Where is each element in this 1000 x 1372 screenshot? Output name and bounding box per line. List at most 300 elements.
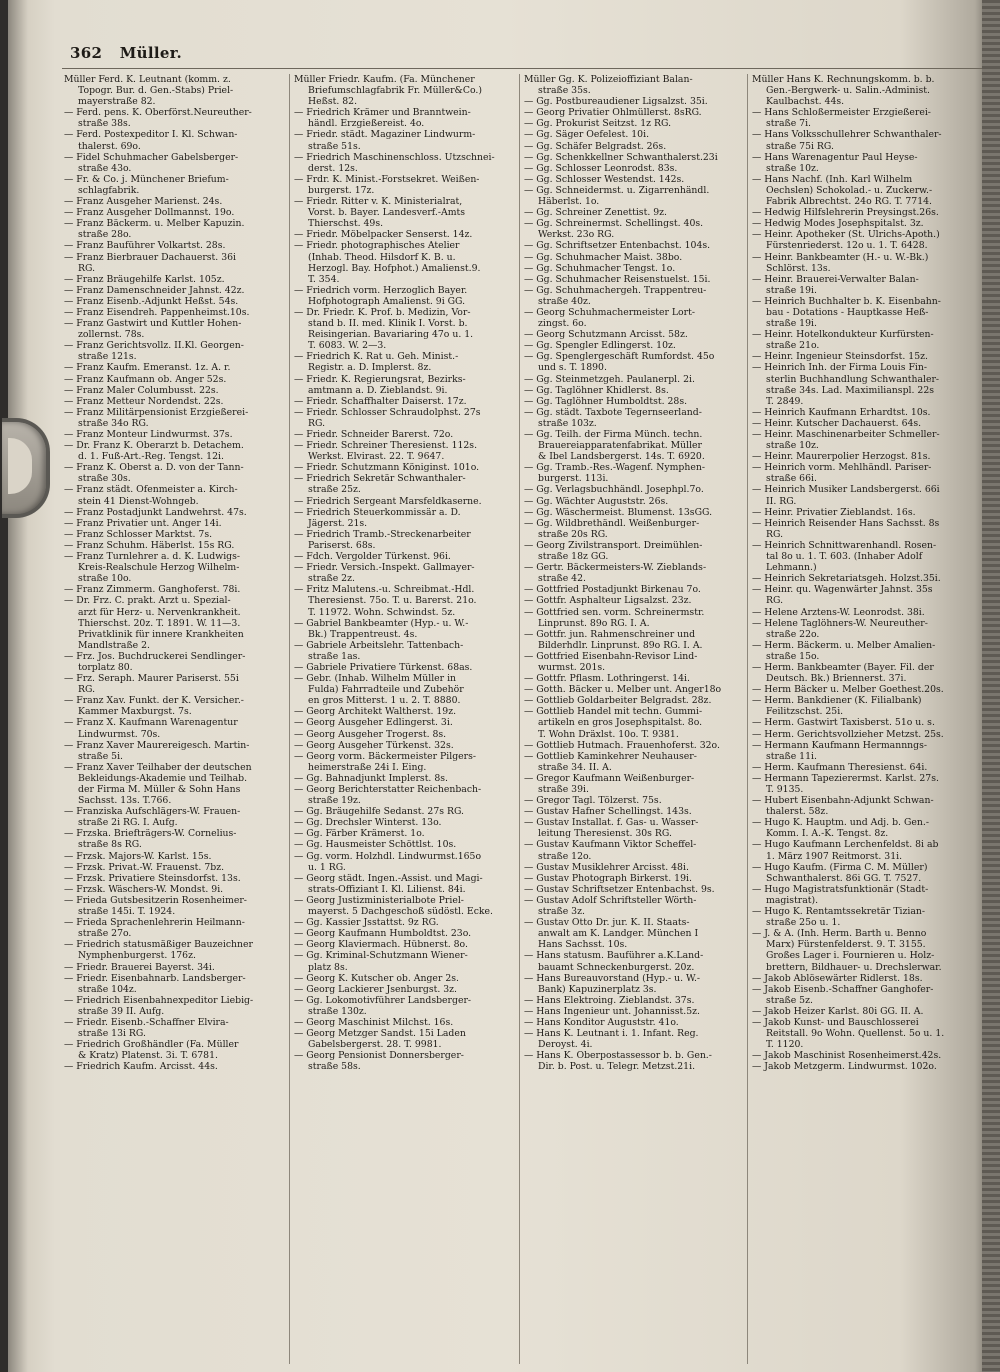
directory-line: — Hans Nachf. (Inh. Karl Wilhelm (752, 173, 913, 185)
directory-line: — Friedr. K. Regierungsrat, Bezirks- (294, 373, 466, 385)
directory-line: — Hedwig Modes Josephspitalst. 3z. (752, 218, 924, 230)
directory-line: — Georg Klaviermach. Hübnerst. 8o. (294, 939, 468, 951)
directory-line: Brauereiapparatenfabrikat. Müller (538, 440, 703, 452)
directory-line: — Georg Metzger Sandst. 15i Laden (294, 1028, 466, 1040)
directory-line: — Jakob Eisenb.-Schaffner Ganghofer- (752, 983, 934, 995)
directory-line: — Gg. Schlosser Westendst. 142s. (524, 173, 685, 185)
directory-line: — Franz K. Oberst a. D. von der Tann- (64, 462, 244, 474)
directory-line: — Georg Ausgeher Türkenst. 32s. (294, 739, 454, 751)
directory-line: wurmst. 201s. (538, 661, 606, 673)
directory-line: Heßst. 82. (308, 96, 358, 108)
directory-line: Schwanthalerst. 86i GG. T. 7527. (766, 872, 922, 884)
directory-line: — Gg. Prokurist Seitzst. 1z RG. (524, 118, 672, 130)
directory-line: straße 51s. (308, 140, 361, 152)
directory-line: — Frzska. Briefträgers-W. Cornelius- (64, 828, 237, 840)
directory-line: — Gg. Schriftsetzer Entenbachst. 104s. (524, 240, 711, 252)
directory-line: Privatklinik für innere Krankheiten (78, 628, 244, 640)
directory-line: — Georg Berichterstatter Reichenbach- (294, 784, 482, 795)
directory-line: T. Wohn Dräxlst. 10o. T. 9381. (538, 728, 679, 740)
directory-line: — Franz Gerichtsvollz. II.Kl. Georgen- (64, 340, 244, 352)
directory-line: Mandlstraße 2. (78, 639, 151, 651)
directory-line: — Herm. Bäckerm. u. Melber Amalien- (752, 639, 936, 651)
directory-line: — Herm. Bankdiener (K. Filialbank) (752, 695, 922, 707)
directory-line: straße 42. (538, 573, 586, 585)
directory-line: straße 1as. (308, 650, 361, 662)
directory-line: schlagfabrik. (78, 184, 140, 196)
directory-line: straße 10o. (78, 573, 132, 585)
directory-line: — Franz städt. Ofenmeister a. Kirch- (64, 484, 238, 496)
directory-line: straße 7i. (766, 118, 812, 130)
directory-line: T. 354. (308, 273, 340, 285)
directory-line: thalerst. 58z. (766, 806, 829, 818)
directory-line: — Gottfr. jun. Rahmenschreiner und (524, 628, 696, 640)
directory-line: — Franz Privatier unt. Anger 14i. (64, 517, 222, 529)
directory-line: — Gg. Schuhmachergeh. Trappentreu- (524, 284, 707, 296)
directory-line: Müller Friedr. Kaufm. (Fa. Münchener (294, 74, 475, 85)
directory-line: Dir. b. Post. u. Telegr. Metzst.21i. (538, 1061, 696, 1073)
directory-line: — Gg. vorm. Holzhdl. Lindwurmst.165o (294, 850, 482, 862)
directory-line: — Frdr. K. Minist.-Forstsekret. Weißen- (294, 173, 480, 185)
directory-line: straße 8s RG. (78, 839, 142, 851)
directory-line: Bekleidungs-Akademie und Teilhab. (78, 772, 248, 784)
directory-line: — Hugo Kaufm. (Firma C. M. Müller) (752, 861, 928, 873)
directory-line: — Georg Pensionist Donnersberger- (294, 1050, 464, 1062)
directory-line: straße 12o. (538, 850, 592, 862)
directory-line: — Hermann Kaufmann Hermannngs- (752, 739, 928, 751)
directory-line: — Jakob Heizer Karlst. 80i GG. II. A. (752, 1005, 924, 1017)
header-rule (62, 68, 982, 69)
directory-line: — Hans Volksschullehrer Schwanthaler- (752, 129, 942, 141)
directory-line: — Franz Ausgeher Marienst. 24s. (64, 196, 223, 208)
directory-line: — Heinrich Schnittwarenhandl. Rosen- (752, 539, 937, 551)
directory-line: en gros Mitterst. 1 u. 2. T. 8880. (308, 695, 461, 707)
directory-line: — Gg. Wächter Auguststr. 26s. (524, 495, 669, 507)
directory-line: Linprunst. 89o RG. I. A. (538, 617, 650, 629)
directory-line: bau - Dotations - Hauptkasse Heß- (766, 306, 929, 318)
directory-line: straße 58s. (308, 1061, 361, 1073)
directory-line: — Gabriele Privatiere Türkenst. 68as. (294, 661, 473, 673)
page-header (70, 44, 182, 62)
directory-line: (Inhab. Theod. Hilsdorf K. B. u. (308, 251, 456, 263)
directory-line: — Friedr. Schaffhalter Daiserst. 17z. (294, 395, 467, 407)
binder-clip (2, 418, 50, 518)
directory-line: — Franz X. Kaufmann Warenagentur (64, 717, 238, 729)
directory-line: Hans Sachsst. 10s. (538, 939, 628, 951)
directory-line: — Franz Ausgeher Dollmannst. 19o. (64, 207, 235, 219)
directory-line: — Georg städt. Ingen.-Assist. und Magi- (294, 872, 483, 884)
directory-line: T. 1120. (766, 1039, 804, 1051)
directory-line: straße 28o. (78, 229, 132, 241)
directory-line: — Jakob Maschinist Rosenheimerst.42s. (752, 1050, 942, 1062)
column-2 (294, 74, 514, 1364)
directory-line: — Gg. Bräugehilfe Sedanst. 27s RG. (294, 806, 465, 818)
directory-line: straße 13i RG. (78, 1028, 146, 1040)
directory-line: mayerstraße 82. (78, 96, 156, 108)
directory-line: — Hugo Kaufmann Lerchenfeldst. 8i ab (752, 839, 939, 851)
directory-line: sterlin Buchhandlung Schwanthaler- (766, 373, 940, 385)
directory-line: — Hedwig Hilfslehrerin Preysingst.26s. (752, 207, 939, 219)
directory-line: — Friedr. Schneider Barerst. 72o. (294, 429, 454, 440)
directory-line: — Heinr. Maurerpolier Herzogst. 81s. (752, 451, 931, 463)
directory-line: Komm. I. A.-K. Tengst. 8z. (766, 828, 889, 840)
directory-line: — Friedrich Steuerkommissär a. D. (294, 506, 461, 518)
directory-line: — Franz Metteur Nordendst. 22s. (64, 395, 224, 407)
directory-line: — Ferd. pens. K. Oberförst.Neureuther- (64, 107, 252, 119)
directory-line: Häberlst. 1o. (538, 196, 600, 208)
directory-line: arzt für Herz- u. Nervenkrankheit. (78, 606, 241, 618)
directory-line: — Ferd. Postexpeditor I. Kl. Schwan- (64, 129, 238, 141)
directory-line: — Hugo K. Rentamtssekretär Tizian- (752, 906, 926, 918)
directory-line: — Friedrich K. Rat u. Geh. Minist.- (294, 351, 459, 363)
directory-line: — Herm. Gastwirt Taxisberst. 51o u. s. (752, 717, 935, 729)
directory-line: — Friedrich Sergeant Marsfeldkaserne. (294, 495, 482, 507)
directory-line: — Friedr. Eisenbahnarb. Landsberger- (64, 972, 246, 984)
directory-line: straße 25z. (308, 484, 361, 496)
directory-line: Herzogl. Bay. Hofphot.) Amalienst.9. (308, 262, 481, 274)
directory-line: straße 21o. (766, 340, 820, 352)
directory-line: — Gg. Bahnadjunkt Implerst. 8s. (294, 772, 448, 784)
directory-line: — Gg. Säger Oefelest. 10i. (524, 129, 650, 141)
directory-line: — J. & A. (Inh. Herm. Barth u. Benno (752, 928, 927, 940)
directory-line: — Franziska Aufschlägers-W. Frauen- (64, 806, 241, 818)
directory-line: — Friedrich Krämer und Branntwein- (294, 107, 471, 119)
directory-line: straße 10z. (766, 162, 819, 174)
directory-line: Registr. a. D. Implerst. 8z. (308, 362, 432, 374)
directory-line: — Heinrich Sekretariatsgeh. Holzst.35i. (752, 573, 941, 585)
directory-line: Jägerst. 21s. (308, 517, 368, 529)
directory-line: straße 5z. (766, 994, 813, 1006)
directory-line: Nymphenburgerst. 176z. (78, 950, 196, 962)
directory-line: — Gustav Musiklehrer Arcisst. 48i. (524, 861, 689, 873)
directory-line: T. 11972. Wohn. Schwindst. 5z. (308, 606, 456, 618)
directory-line: — Georg vorm. Bäckermeister Pilgers- (294, 750, 477, 762)
directory-line: — Friedr. Brauerei Bayerst. 34i. (64, 961, 215, 973)
directory-line: straße 121s. (78, 351, 137, 363)
directory-line: zingst. 6o. (538, 318, 587, 330)
directory-line: — Hugo Magistratsfunktionär (Stadt- (752, 883, 929, 895)
directory-line: straße 10z. (766, 440, 819, 452)
directory-line: — Heinrich Musiker Landsbergerst. 66i (752, 484, 940, 496)
directory-line: Oechslen) Schokolad.- u. Zuckerw.- (766, 184, 933, 196)
directory-line: — Hermann Tapezierermst. Karlst. 27s. (752, 772, 939, 784)
directory-line: — Gg. Schuhmacher Tengst. 1o. (524, 262, 676, 274)
directory-line: RG. (78, 262, 96, 274)
directory-line: — Franz Monteur Lindwurmst. 37s. (64, 429, 233, 440)
directory-line: — Heinr. Hotelkondukteur Kurfürsten- (752, 329, 934, 341)
directory-line: Müller Hans K. Rechnungskomm. b. b. (752, 74, 935, 85)
directory-line: straße 19i. (766, 318, 817, 330)
directory-line: RG. (308, 417, 326, 429)
directory-line: Fulda) Fahrradteile und Zubehör (308, 684, 464, 696)
directory-line: straße 22o. (766, 628, 820, 640)
directory-line: — Franz Eisenb.-Adjunkt Heßst. 54s. (64, 295, 239, 307)
directory-line: T. 2849. (766, 395, 804, 407)
directory-line: Werkst. 23o RG. (538, 229, 615, 241)
directory-line: Müller Ferd. K. Leutnant (komm. z. (64, 74, 231, 85)
directory-line: — Frzsk. Majors-W. Karlst. 15s. (64, 850, 212, 862)
directory-line: — Gg. Schenkkellner Schwanthalerst.23i (524, 151, 718, 163)
directory-line: — Heinrich vorm. Mehlhändl. Pariser- (752, 462, 932, 474)
directory-line: Sachsst. 13s. T.766. (78, 795, 172, 807)
directory-line: — Jakob Kunst- und Bauschlosserei (752, 1016, 919, 1028)
directory-line: & Ibel Landsbergerst. 14s. T. 6920. (538, 451, 705, 463)
directory-line: 1. März 1907 Reitmorst. 31i. (766, 850, 903, 862)
directory-line: — Dr. Franz K. Oberarzt b. Detachem. (64, 440, 244, 452)
directory-line: — Franz Bäckerm. u. Melber Kapuzin. (64, 218, 245, 230)
directory-line: platz 8s. (308, 961, 348, 973)
directory-line: burgerst. 17z. (308, 184, 375, 196)
directory-line: — Fr. & Co. j. Münchener Briefum- (64, 173, 229, 185)
directory-line: — Gg. Verlagsbuchhändl. Josephpl.7o. (524, 484, 704, 496)
directory-line: — Gottlieb Hutmach. Frauenhoferst. 32o. (524, 739, 720, 751)
directory-line: Bk.) Trappentreust. 4s. (308, 628, 418, 640)
directory-line: — Georg K. Kutscher ob. Anger 2s. (294, 972, 459, 984)
directory-line: straße 43o. (78, 162, 132, 174)
directory-line: RG. (78, 684, 96, 696)
directory-line: — Friedrich Großhändler (Fa. Müller (64, 1039, 239, 1051)
directory-line: — Hans Konditor Auguststr. 41o. (524, 1016, 679, 1028)
directory-line: Lehmann.) (766, 562, 817, 574)
directory-line: — Gottfried sen. vorm. Schreinermstr. (524, 606, 705, 618)
directory-line: thalerst. 69o. (78, 140, 141, 152)
book-binding (0, 0, 8, 1372)
directory-line: magistrat). (766, 894, 819, 906)
directory-line: — Gg. Wildbrethändl. Weißenburger- (524, 517, 700, 529)
directory-line: Müller Gg. K. Polizeioffiziant Balan- (524, 74, 693, 85)
directory-line: — Gg. städt. Taxbote Tegernseerland- (524, 406, 702, 418)
directory-line: — Georg Lackierer Jsenburgst. 3z. (294, 983, 458, 995)
column-divider (747, 74, 748, 1364)
directory-line: d. 1. Fuß-Art.-Reg. Tengst. 12i. (78, 451, 224, 463)
directory-line: — Gustav Schriftsetzer Entenbachst. 9s. (524, 883, 715, 895)
directory-line: — Gabriele Arbeitslehr. Tattenbach- (294, 639, 464, 651)
directory-line: — Friedrich Sekretär Schwanthaler- (294, 473, 466, 485)
directory-line: RG. (766, 595, 784, 607)
directory-line: — Gotth. Bäcker u. Melber unt. Anger18o (524, 684, 722, 696)
directory-line: — Friedrich vorm. Herzoglich Bayer. (294, 284, 468, 296)
directory-line: und s. T. 1890. (538, 362, 607, 374)
directory-line: straße 20s RG. (538, 528, 608, 540)
directory-line: Gabelsbergerst. 28. T. 9981. (308, 1039, 442, 1051)
directory-line: — Gottfr. Pflasm. Lothringerst. 14i. (524, 673, 690, 685)
directory-line: — Georg Zivilstransport. Dreimühlen- (524, 539, 703, 551)
directory-line: — Gg. Postbureaudiener Ligsalzst. 35i. (524, 96, 708, 108)
directory-line: Schlörst. 13s. (766, 262, 831, 274)
directory-line: tal 8o u. 1. T. 603. (Inhaber Adolf (766, 551, 923, 563)
directory-line: Thierschst. 20z. T. 1891. W. 11—3. (78, 617, 241, 629)
directory-line: — Franz Xaver Maurereigesch. Martin- (64, 739, 250, 751)
directory-line: — Gg. Taglöhner Khidlerst. 8s. (524, 384, 669, 396)
directory-line: — Gg. Schäfer Belgradst. 26s. (524, 140, 667, 152)
directory-line: — Hans K. Leutnant i. 1. Infant. Reg. (524, 1028, 699, 1040)
directory-line: — Franz Bräugehilfe Karlst. 105z. (64, 273, 225, 285)
directory-line: Theresienst. 75o. T. u. Barerst. 21o. (308, 595, 477, 607)
directory-line: — Frzsk. Wäschers-W. Mondst. 9i. (64, 883, 224, 895)
directory-line: straße 15o. (766, 650, 820, 662)
directory-line: — Gg. Tramb.-Res.-Wagenf. Nymphen- (524, 462, 705, 474)
column-3 (524, 74, 744, 1364)
directory-line: straße 19z. (308, 795, 361, 807)
directory-line: — Friedr. Eisenb.-Schaffner Elvira- (64, 1016, 229, 1028)
directory-line: Gen.-Bergwerk- u. Salin.-Administ. (766, 85, 930, 97)
directory-line: — Heinr. Brauerei-Verwalter Balan- (752, 273, 919, 285)
directory-line: Thierschst. 49s. (308, 218, 384, 230)
directory-line: — Gg. Schreiner Zenettist. 9z. (524, 207, 667, 219)
directory-line: — Gg. Steinmetzgeh. Paulanerpl. 2i. (524, 373, 695, 385)
directory-line: — Franz Postadjunkt Landwehrst. 47s. (64, 506, 247, 518)
directory-line: — Herm Bäcker u. Melber Goethest.20s. (752, 684, 944, 696)
directory-line: — Gustav Hafner Schellingst. 143s. (524, 806, 692, 818)
directory-line: — Franz Militärpensionist Erzgießerei- (64, 406, 249, 418)
directory-line: — Hans Schloßermeister Erzgießerei- (752, 107, 931, 119)
directory-line: — Frzsk. Privatiere Steinsdorfst. 13s. (64, 872, 241, 884)
directory-line: — Friedr. städt. Magaziner Lindwurm- (294, 129, 476, 141)
directory-line: — Franz Damenschneider Jahnst. 42z. (64, 284, 245, 296)
directory-line: Kammer Maxburgst. 7s. (78, 706, 192, 718)
directory-line: — Frieda Gutsbesitzerin Rosenheimer- (64, 894, 247, 906)
column-1 (64, 74, 284, 1364)
directory-line: leitung Theresienst. 30s RG. (538, 828, 672, 840)
directory-line: anwalt am K. Landger. München I (538, 928, 699, 940)
directory-line: stand b. II. med. Klinik I. Vorst. b. (308, 318, 468, 330)
directory-line: — Friedr. Schreiner Theresienst. 112s. (294, 440, 478, 452)
directory-line: — Gottlieb Kaminkehrer Neuhauser- (524, 750, 697, 762)
directory-line: straße 66i. (766, 473, 817, 485)
directory-line: straße 27o. (78, 928, 132, 940)
directory-line: Lindwurmst. 70s. (78, 728, 161, 740)
directory-line: — Friedrich Maschinenschloss. Utzschnei- (294, 151, 495, 163)
directory-line: — Franz Schlosser Marktst. 7s. (64, 528, 213, 540)
column-divider (289, 74, 290, 1364)
directory-line: — Gg. Wäschermeist. Blumenst. 13sGG. (524, 506, 713, 518)
directory-line: — Gottfried Eisenbahn-Revisor Lind- (524, 650, 698, 662)
directory-line: — Gg. Schuhmacher Reisenstuelst. 15i. (524, 273, 711, 285)
directory-line: T. 6083. W. 2—3. (308, 340, 387, 352)
directory-line: straße 35s. (538, 85, 591, 97)
directory-line: — Gregor Kaufmann Weißenburger- (524, 772, 695, 784)
directory-line: Briefumschlagfabrik Fr. Müller&Co.) (308, 85, 482, 97)
directory-line: bauamt Schneckenburgerst. 20z. (538, 961, 695, 973)
directory-line: — Gg. Drechsler Winterst. 13o. (294, 817, 442, 829)
directory-line: strats-Offiziant I. Kl. Lilienst. 84i. (308, 883, 466, 895)
directory-line: T. 9135. (766, 784, 804, 795)
directory-line: — Frzsk. Privat.-W. Frauenst. 7bz. (64, 861, 225, 873)
directory-line: — Gg. Spenglergeschäft Rumfordst. 45o (524, 351, 715, 363)
directory-line: — Dr. Frz. C. prakt. Arzt u. Spezial- (64, 595, 231, 607)
directory-line: Deutsch. Bk.) Briennerst. 37i. (766, 673, 907, 685)
directory-line: — Georg Privatier Ohlmüllerst. 8sRG. (524, 107, 702, 119)
directory-line: — Heinrich Kaufmann Erhardtst. 10s. (752, 406, 931, 418)
directory-line: — Hans Bureauvorstand (Hyp.- u. W.- (524, 972, 701, 984)
directory-line: — Friedr. Ritter v. K. Ministerialrat, (294, 196, 463, 208)
directory-line: straße 39i. (538, 784, 589, 795)
directory-line: — Hubert Eisenbahn-Adjunkt Schwan- (752, 795, 934, 807)
directory-line: — Gustav Installat. f. Gas- u. Wasser- (524, 817, 699, 829)
directory-line: — Gg. Taglöhner Humboldtst. 28s. (524, 395, 688, 407)
directory-line: straße 38s. (78, 118, 131, 130)
directory-line: zollernst. 78s. (78, 329, 145, 341)
directory-line: straße 34. II. A. (538, 761, 612, 773)
directory-line: — Gottfried Postadjunkt Birkenau 7o. (524, 584, 701, 596)
directory-line: — Georg Architekt Waltherst. 19z. (294, 706, 457, 718)
directory-line: — Gg. Färber Krämerst. 1o. (294, 828, 425, 840)
directory-line: — Heinr. Ingenieur Steinsdorfst. 15z. (752, 351, 928, 363)
directory-line: II. RG. (766, 495, 797, 507)
directory-line: — Herm. Gerichtsvollzieher Metzst. 25s. (752, 728, 944, 740)
directory-line: Bilderhdlr. Linprunst. 89o RG. I. A. (538, 639, 703, 651)
directory-line: — Gg. Schlosser Leonrodst. 83s. (524, 162, 678, 174)
directory-line: Kaulbachst. 44s. (766, 96, 845, 108)
directory-line: — Franz Xav. Funkt. der K. Versicher.- (64, 695, 244, 707)
directory-line: — Gottlieb Goldarbeiter Belgradst. 28z. (524, 695, 712, 707)
directory-line: — Heinrich Reisender Hans Sachsst. 8s (752, 517, 940, 529)
directory-line: brettern, Bildhauer- u. Drechslerwar. (766, 961, 942, 973)
directory-line: straße 145i. T. 1924. (78, 906, 176, 918)
directory-line: — Georg Schuhmachermeister Lort- (524, 306, 695, 318)
directory-line: — Heinr. Kutscher Dachauerst. 64s. (752, 417, 922, 429)
directory-line: — Georg Ausgeher Edlingerst. 3i. (294, 717, 453, 729)
directory-line: & Kratz) Platenst. 3i. T. 6781. (78, 1050, 218, 1062)
directory-line: — Friedr. Schutzmann Königinst. 101o. (294, 462, 480, 474)
directory-line: — Gebr. (Inhab. Wilhelm Müller in (294, 673, 457, 685)
directory-line: der Firma M. Müller & Sohn Hans (78, 784, 241, 795)
directory-line: straße 2i RG. I. Aufg. (78, 817, 178, 829)
directory-line: — Friedr. Versich.-Inspekt. Gallmayer- (294, 562, 475, 574)
directory-line: Kreis-Realschule Herzog Wilhelm- (78, 562, 240, 574)
directory-line: — Friedr. Schlosser Schraudolphst. 27s (294, 406, 481, 418)
column-4 (752, 74, 984, 1364)
directory-line: — Heinr. Privatier Zieblandst. 16s. (752, 506, 916, 518)
directory-line: — Gg. Schneidermst. u. Zigarrenhändl. (524, 184, 710, 196)
directory-line: Vorst. b. Bayer. Landesverf.-Amts (308, 207, 466, 219)
directory-line: — Gustav Otto Dr. jur. K. II. Staats- (524, 917, 690, 929)
directory-line: — Heinr. Bankbeamter (H.- u. W.-Bk.) (752, 251, 929, 263)
directory-line: Fürstenriederst. 12o u. 1. T. 6428. (766, 240, 928, 252)
directory-line: — Hans Warenagentur Paul Heyse- (752, 151, 918, 163)
directory-line: — Gg. Lokomotivführer Landsberger- (294, 994, 472, 1006)
page-stack-edge (982, 0, 1000, 1372)
directory-line: — Heinr. Maschinenarbeiter Schmeller- (752, 429, 940, 440)
directory-line: händl. Erzgießereist. 4o. (308, 118, 425, 130)
directory-line: artikeln en gros Josephspitalst. 8o. (538, 717, 703, 729)
directory-line: Reitstall. 9o Wohn. Quellenst. 5o u. 1. (766, 1028, 945, 1040)
directory-line: — Jakob Metzgerm. Lindwurmst. 102o. (752, 1061, 937, 1073)
directory-line: torplatz 80. (78, 661, 133, 673)
directory-line: derst. 12s. (308, 162, 358, 174)
directory-line: — Franz Gastwirt und Kuttler Hohen- (64, 318, 242, 330)
directory-line: straße 5i. (78, 750, 124, 762)
directory-line: straße 75i RG. (766, 140, 834, 152)
directory-line: — Fidel Schuhmacher Gabelsberger- (64, 151, 239, 163)
directory-line: — Gottfr. Asphalteur Ligsalzst. 23z. (524, 595, 692, 607)
directory-line: — Herm. Kaufmann Theresienst. 64i. (752, 761, 928, 773)
directory-line: straße 130z. (308, 1005, 367, 1017)
directory-line: Bank) Kapuzinerplatz 3s. (538, 983, 657, 995)
directory-line: straße 34o RG. (78, 417, 149, 429)
directory-line: — Friedr. photographisches Atelier (294, 240, 460, 252)
directory-line: — Gertr. Bäckermeisters-W. Zieblands- (524, 562, 707, 574)
directory-line: mayerst. 5 Dachgeschoß südöstl. Ecke. (308, 906, 493, 918)
directory-line: — Gg. Spengler Edlingerst. 10z. (524, 340, 676, 352)
directory-line: — Gg. Teilh. der Firma Münch. techn. (524, 429, 703, 440)
directory-line: — Hans statusm. Bauführer a.K.Land- (524, 950, 704, 962)
directory-line: straße 30s. (78, 473, 131, 485)
directory-line: — Franz Zimmerm. Ganghoferst. 78i. (64, 584, 241, 596)
directory-line: Feilitzschst. 25i. (766, 706, 844, 718)
directory-line: Topogr. Bur. d. Gen.-Stabs) Priel- (78, 85, 234, 97)
directory-line: Hofphotograph Amalienst. 9i GG. (308, 295, 466, 307)
directory-line: Marx) Fürstenfelderst. 9. T. 3155. (766, 939, 926, 951)
